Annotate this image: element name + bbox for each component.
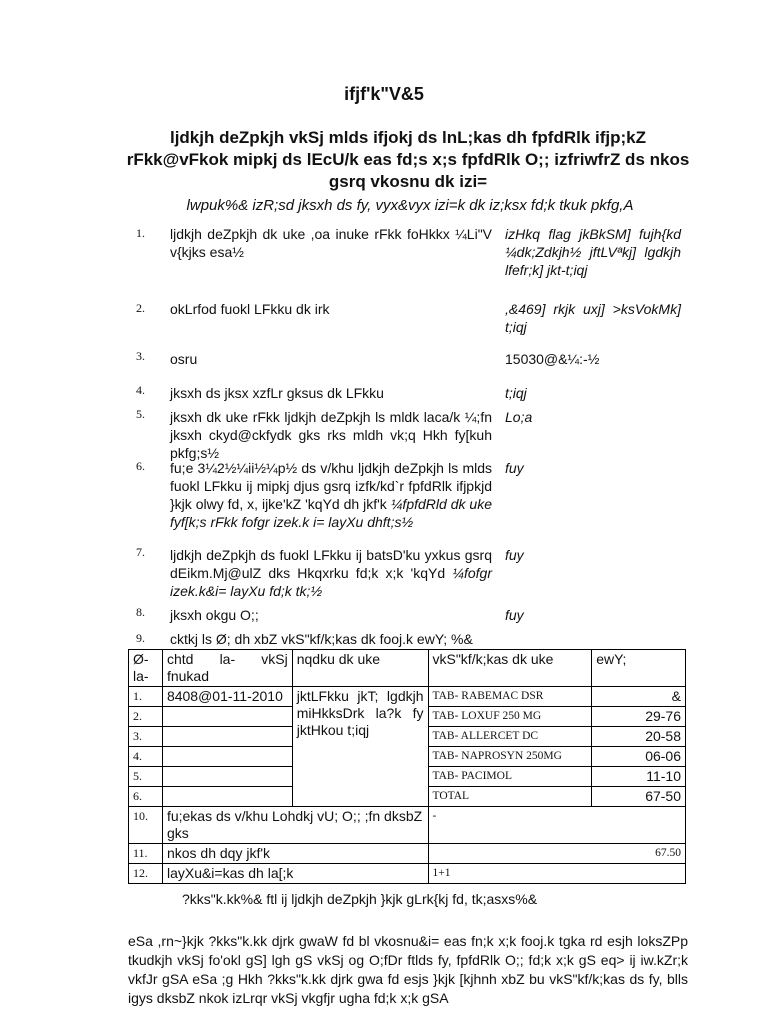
bill-number-date: 8408@01-11-2010 [162, 687, 292, 707]
item-label-note: ¼fpfdRld dk uke fyf[k;s rFkk fofgr izek.k i= layXu dhft;s½ [170, 496, 492, 530]
table-row [129, 807, 686, 844]
medicine-name: TAB- NAPROSYN 250MG [428, 747, 592, 767]
bill-number-date [162, 727, 292, 747]
item-value: ,&469] rkjk uxj] >ksVokMk] t;iqj [505, 301, 681, 335]
total-label: TOTAL [428, 787, 592, 807]
item-number: 8. [136, 605, 145, 619]
row-serial: 2. [129, 707, 163, 727]
item-label-text: ljdkjh deZpkjh ds fuokl LFkku ij batsD'ku yxkus gsrq dEikm.Mj@ulZ dks Hkqxrku fd;k x;k 'kqYd [170, 547, 492, 581]
attachments-value: 1+1 [428, 864, 686, 884]
item-number: 3. [136, 349, 145, 363]
item-label: cktkj ls Ø; dh xbZ vkS"kf/k;kas dk fooj.k ewY; %& [170, 631, 473, 647]
header-shop-name: nqdku dk uke [292, 650, 428, 687]
item-value: t;iqj [505, 385, 527, 401]
other-expenses-label: fu;ekas ds v/khu Lohdkj vU; O;; ;fn dksbZ gks [162, 807, 428, 844]
row-serial: 3. [129, 727, 163, 747]
item-value: Lo;a [505, 409, 533, 425]
declaration-title: ?kks"k.kk%& ftl ij ljdkjh deZpkjh }kjk gLrk{kj fd, tk;asxs%& [182, 891, 538, 907]
item-value: fuy [505, 460, 524, 476]
item-number: 7. [136, 545, 145, 559]
row-serial: 5. [129, 767, 163, 787]
item-number: 4. [136, 383, 145, 397]
row-serial: 11. [129, 844, 163, 864]
medicine-price: 06-06 [592, 747, 686, 767]
item-number: 1. [136, 226, 145, 240]
item-value: fuy [505, 607, 524, 623]
medicine-name: TAB- PACIMOL [428, 767, 592, 787]
item-label: jksxh okgu O;; [170, 607, 259, 623]
item-label: osru [170, 351, 198, 367]
total-price: 67-50 [592, 787, 686, 807]
total-claim-label: nkos dh dqy jkf'k [162, 844, 428, 864]
item-label: jksxh dk uke rFkk ljdkjh deZpkjh ls mldk laca/k ¼;fn jksxh ckyd@ckfydk gks rks mldh vk;q Hkh fy[kuh pkfg;s½ [170, 409, 492, 461]
table-row [129, 844, 686, 864]
form-heading: ljdkjh deZpkjh vkSj mlds ifjokj ds lnL;kas dh fpfdRlk ifjp;kZ rFkk@vFkok mipkj ds lEcU/k eas fd;s x;s fpfdRlk O;; izfriwfrZ ds nkos gsrq vkosnu dk izi= [126, 128, 690, 191]
table-row [129, 687, 686, 707]
item-number: 2. [136, 301, 145, 315]
other-expenses-value: - [428, 807, 686, 844]
attachments-label: layXu&i=kas dh la[;k [162, 864, 428, 884]
medicine-table [128, 649, 686, 884]
header-price: ewY; [592, 650, 686, 687]
row-serial: 1. [129, 687, 163, 707]
item-label: jksxh ds jksx xzfLr gksus dk LFkku [170, 385, 384, 401]
item-label [170, 459, 492, 531]
item-label [170, 546, 492, 600]
item-label: ljdkjh deZpkjh dk uke ,oa inuke rFkk foHkkx ¼Li"V v{kjks esa½ [170, 226, 492, 260]
header-bill-date: chtd la- vkSj fnukad [162, 650, 292, 687]
medicine-name: TAB- RABEMAC DSR [428, 687, 592, 707]
medicine-price: & [592, 687, 686, 707]
header-medicine-name: vkS"kf/k;kas dk uke [428, 650, 592, 687]
medicine-price: 29-76 [592, 707, 686, 727]
item-number: 9. [136, 631, 145, 645]
table-header-row [129, 650, 686, 687]
item-label: okLrfod fuokl LFkku dk irk [170, 301, 330, 317]
table-row [129, 864, 686, 884]
bill-number-date [162, 707, 292, 727]
form-instruction: lwpuk%& izR;sd jksxh ds fy, vyx&vyx izi=k dk iz;ksx fd;k tkuk pkfg,A [186, 197, 634, 214]
row-serial: 10. [129, 807, 163, 844]
item-number: 6. [136, 459, 145, 473]
row-serial: 12. [129, 864, 163, 884]
item-number: 5. [136, 407, 145, 421]
medicine-name: TAB- LOXUF 250 MG [428, 707, 592, 727]
medicine-name: TAB- ALLERCET DC [428, 727, 592, 747]
total-claim-value: 67.50 [428, 844, 686, 864]
bill-number-date [162, 767, 292, 787]
medicine-price: 11-10 [592, 767, 686, 787]
bill-number-date [162, 747, 292, 767]
item-value: izHkq flag jkBkSM] fujh{kd ¼dk;Zdkjh½ jftLVªkj] lgdkjh lfefr;k] jkt-t;iqj [505, 226, 681, 278]
page-title: ifjf'k"V&5 [344, 84, 424, 104]
row-serial: 4. [129, 747, 163, 767]
item-value: 15030@&¼:-½ [505, 351, 600, 367]
row-serial: 6. [129, 787, 163, 807]
shop-name: jktLFkku jkT; lgdkjh miHkksDrk la?k fy jktHkou t;iqj [292, 687, 428, 807]
header-serial: Ø- la- [129, 650, 163, 687]
bill-number-date [162, 787, 292, 807]
item-value: fuy [505, 547, 524, 563]
medicine-price: 20-58 [592, 727, 686, 747]
item-label-note: ¼fofgr izek.k&i= layXu fd;k tk;½ [170, 565, 492, 599]
item-label-text: fu;e 3¼2½¼ii½¼p½ ds v/khu ljdkjh deZpkjh ls mlds fuokl LFkku ij mipkj djus gsrq izfk/kd`r fpfdRlk ifjpkjd }kjk olwy fd, x, ijke'kZ 'kqYd dh jkf'k [170, 460, 492, 512]
declaration-text: eSa ,rn~}kjk ?kks"k.kk djrk gwaW fd bl vkosnu&i= eas fn;k x;k fooj.k tgka rd esjh loksZPp tkudkjh vkSj fo'okl gS] lgh gS vkSj og O;fDr ftlds fy, fpfdRlk O;; fd;k x;k gS eq> ij iw.kZr;k vkfJr gSA eSa ;g Hkh ?kks"k.kk djrk gwa fd esjs }kjk [kjhnh xbZ bu vkS"kf/k;kas ds fy, blls igys dksbZ nkok izLrqr vkSj vkgfjr ugha fd;k x;k gSA [128, 933, 688, 1006]
